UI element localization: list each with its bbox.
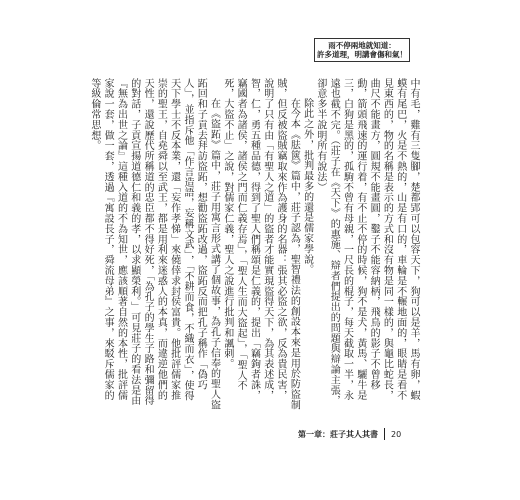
page-footer	[298, 427, 408, 441]
paragraph-4: 在《盜跖》篇中，莊子用寓言形式講了個故事，為孔子信奉的聖人盜跖回和子貢去拜訪盜跖，想勸盜跖改過，盜跖反而把孔子稱作「偽巧人」，並指斥他「作言造語，妄稱文武」，「不耕而食，不織而衣」，使得天下學士不反本業，還「妄作孝悌」來僥倖求封侯富貴。他批評儒家推崇的聖王，自堯舜以至武王，都是用利來迷惑人的本真，而違逆他們的天性，還說歷代所稱道的忠臣都不得好死，「為孔子的學生子路和彌留得的對話，子貢宣揚道德仁和義的孝，以求顯榮利。」可見莊子的看法是由『無為出世之論』這種入道的不為知世，應該順著自然的本性，批評儒家說一套，做一套，透過『寓設長子，舜流母弟』之事，來駁斥儒家的等級倫常思想。	[88, 78, 220, 410]
vertical-body-text	[88, 78, 420, 410]
slogan-line-2: 許多道理，明講會傷和氣！	[317, 50, 407, 59]
paragraph-2: 除此之外，批判最多的還是儒家學說。	[301, 98, 313, 275]
paragraph-3: 在今本《胠篋》篇中，莊子認為，聖智禮法的創設本來是用於防盜制賊，但反被盜賊竊取來作為護身的名器：張其必盜之欲，反為貴民害，說明了只有由「有聖人之道」的盜者才能實現盜得天下，為其表述成，智，仁，勇五種品德，得到了聖人們稱頌是仁義的，提出「竊鉤者誅，竊國者為諸侯，諸侯之門而仁義存焉」，「聖人生而大盜起」，「聖人不死，大盜不止」之說，對儒家仁義，聖人之說進行批判和諷刺。	[221, 78, 300, 410]
slogan-line-1: 雨不停兩地就知道：	[328, 41, 396, 50]
footer-divider	[384, 428, 385, 440]
page-number: 20	[391, 429, 402, 439]
paragraph-1: 中有毛，雞有三隻腳，楚都郢可以包容天下，狗可以是羊，馬有卵，蝦蟆有尾巴，火是不熱的，山是有口的，車輪是不輾地面的，眼睛是看不見東西的，物的名稱是表示的方式和沒有物是同一樣的，與龜比蛇長，曲尺不能畫方，圓規不能畫圓，鑿子不能容納柄，飛鳥的影子不曾移動，箭頭飛速的運行着，有不止不停的時候，狗不是犬，黃馬、驪牛是三，白狗是黑的，孤駒不曾有母親，一尺長的棍子，每天截取一半，永遠也截不完。（莊子在《天下》的惠施、辯者們提出的問題與辯論主張，卻意多半說明所有說法）	[314, 78, 419, 406]
slogan-box	[314, 38, 410, 62]
chapter-title: 第一章：莊子其人其書	[298, 428, 378, 439]
